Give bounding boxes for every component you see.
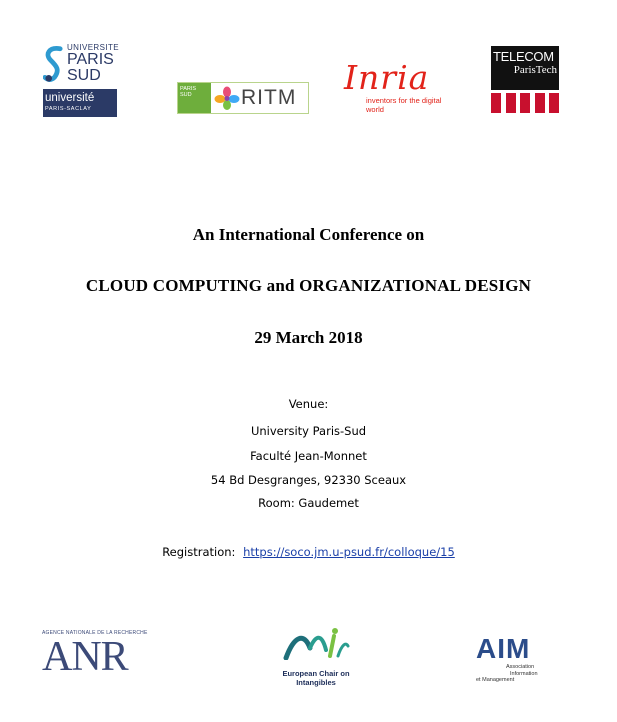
venue-address: 54 Bd Desgranges, 92330 Sceaux: [210, 473, 407, 487]
ritm-wordmark: RITM: [241, 86, 297, 109]
ritm-flower-icon: [214, 86, 240, 110]
paristech-word: ParisTech: [513, 64, 557, 76]
aim-management: et Management: [476, 677, 515, 683]
saclay-universite: université: [45, 92, 95, 104]
european-chair-mark-icon: [280, 626, 352, 660]
registration-label: Registration:: [162, 545, 236, 559]
european-chair-logo: [262, 626, 370, 687]
aim-logo: [476, 634, 546, 684]
inria-tagline: inventors for the digital world: [366, 96, 442, 114]
venue-university: University Paris-Sud: [250, 424, 367, 438]
telecom-glyph: [549, 93, 559, 113]
venue-faculty: Faculté Jean-Monnet: [250, 449, 367, 463]
telecom-black-block: [491, 46, 559, 90]
telecom-glyph: [491, 93, 501, 113]
registration-line: [0, 545, 617, 559]
aim-wordmark: AIM: [476, 633, 531, 664]
aim-information: Information: [510, 670, 538, 677]
telecom-glyph: [520, 93, 530, 113]
paris-sud-universite: UNIVERSITE: [66, 43, 119, 52]
venue-room: Room: Gaudemet: [258, 496, 359, 510]
telecom-paristech-logo: [491, 46, 559, 116]
telecom-glyph: [506, 93, 516, 113]
telecom-glyph: [535, 93, 545, 113]
anr-logo: [42, 630, 152, 678]
conference-topic: CLOUD COMPUTING and ORGANIZATIONAL DESIGN: [85, 276, 532, 295]
anr-agency-text: AGENCE NATIONALE DE LA RECHERCHE: [42, 630, 148, 636]
conference-date: 29 March 2018: [254, 328, 363, 347]
telecom-red-glyphs: [491, 93, 559, 113]
venue-label: Venue:: [288, 397, 329, 411]
paris-sud-sud: SUD: [66, 67, 101, 84]
paris-saclay-box: [43, 89, 117, 117]
paris-sud-paris: PARIS: [66, 51, 114, 68]
paris-sud-s-mark: [43, 44, 64, 84]
aim-association: Association: [506, 664, 535, 670]
european-chair-caption: European Chair on Intangibles: [282, 669, 350, 687]
ritm-logo: [177, 82, 309, 114]
ritm-green-text: PARIS SUD: [180, 86, 197, 98]
inria-wordmark: Inria: [344, 58, 430, 97]
conference-intro: An International Conference on: [192, 225, 425, 244]
ritm-paris-sud-block: [178, 83, 211, 113]
paris-sud-logo: [43, 44, 119, 116]
saclay-paris-saclay: PARIS-SACLAY: [45, 106, 92, 112]
registration-link[interactable]: https://soco.jm.u-psud.fr/colloque/15: [243, 545, 455, 559]
telecom-word: TELECOM: [493, 49, 554, 64]
anr-wordmark: ANR: [42, 634, 128, 680]
inria-logo: [344, 60, 460, 112]
